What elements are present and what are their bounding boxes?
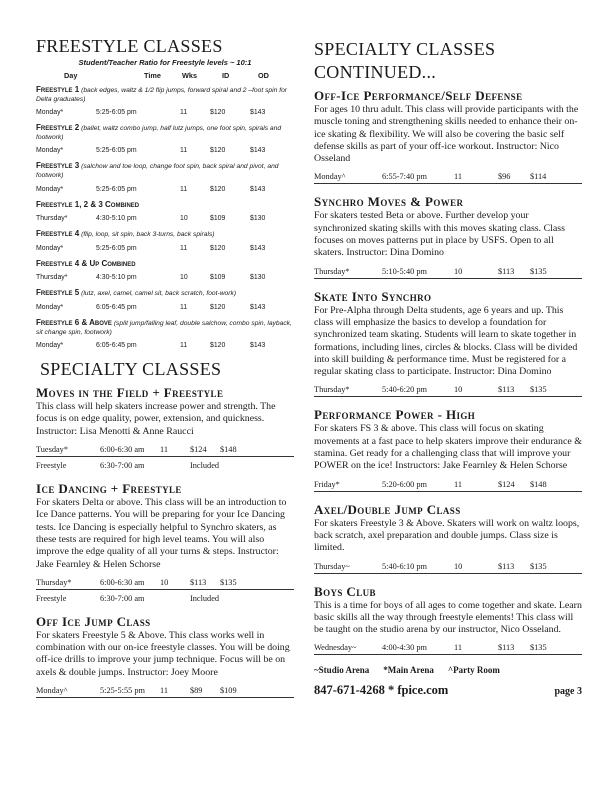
divider-line <box>314 278 582 279</box>
specialty-class-desc: For skaters tested Beta or above. Further develop your synchronized skating skills with this moves skating class. Class focuses on moves patterns put in place by USFS. Open to all skaters. Instructor: Dina Domino <box>314 210 565 259</box>
table-cell: $120 <box>210 109 226 117</box>
specialty-class-desc: This class will help skaters increase power and strength. The focus is on edge quality, power, extension, and quickness. Instructor: Lisa Menotti & Anne Raucci <box>36 401 276 437</box>
schedule-cell: Thursday~ <box>314 561 350 571</box>
freestyle-class-desc <box>36 260 294 270</box>
table-cell: $120 <box>210 244 226 252</box>
schedule-row <box>36 460 294 471</box>
table-cell: 5:25-6:05 pm <box>96 244 137 252</box>
freestyle-class-details: (ballet, waltz combo jump, half lutz jumps, one foot spin, spirals and footwork) <box>36 125 282 141</box>
schedule-cell: Thursday* <box>36 577 72 587</box>
freestyle-class-name: Freestyle 4 & Up Combined <box>36 258 136 268</box>
schedule-cell: Wednesday~ <box>314 643 357 653</box>
table-cell: Thursday* <box>36 215 68 223</box>
table-cell: $120 <box>210 147 226 155</box>
schedule-row <box>314 384 582 395</box>
freestyle-class-details: (flip, loop, sit spin, back 3-turns, back spirals) <box>81 231 215 239</box>
right-column <box>314 0 582 698</box>
freestyle-class-desc <box>36 230 294 240</box>
specialty-class <box>314 584 582 656</box>
freestyle-class-name: Freestyle 1, 2 & 3 Combined <box>36 199 140 209</box>
freestyle-class-desc <box>36 162 294 180</box>
specialty-class <box>314 88 582 184</box>
schedule-cell <box>220 593 250 604</box>
freestyle-class-desc <box>36 319 294 337</box>
table-cell: $143 <box>250 147 266 155</box>
specialty-class-desc: For skaters FS 3 & above. This class will focus on skating movements at a fast pace to help skaters improve their endurance & stamina. Get ready for a challenging class that will improve your POWER on the ice! Instructors: Jake Fearnley & Helen Schorse <box>314 423 582 472</box>
schedule-cell: $96 <box>498 172 511 182</box>
table-cell: $109 <box>210 274 226 282</box>
schedule-cell: 6:30-7:00 am <box>100 461 145 471</box>
schedule-cell: $135 <box>530 266 547 276</box>
schedule-cell: Thursday* <box>314 385 350 395</box>
divider-line <box>314 573 582 574</box>
table-row <box>36 147 294 154</box>
schedule-cell: $114 <box>530 172 547 182</box>
schedule-cell: $109 <box>220 685 237 695</box>
freestyle-ratio: Student/Teacher Ratio for Freestyle levels ~ 10:1 <box>78 58 252 67</box>
specialty-class-desc: For skaters Freestyle 5 & Above. This class works well in combination with our on-ice freestyle classes. You will be doing off-ice drills to improve your jump technique. Focus will be on axels & double jumps. Instructor: Joey Moore <box>36 629 290 678</box>
schedule-cell: $124 <box>190 445 207 455</box>
table-row <box>36 245 294 252</box>
specialty-class-title: Synchro Moves & Power <box>314 194 464 210</box>
schedule-cell: $113 <box>498 266 515 276</box>
schedule-cell: $135 <box>530 643 547 653</box>
freestyle-class-desc <box>36 201 294 211</box>
table-cell: 11 <box>180 303 188 311</box>
freestyle-table-header <box>36 71 294 80</box>
schedule-cell: 10 <box>454 266 463 276</box>
freestyle-class-name: Freestyle 6 & Above <box>36 317 112 327</box>
table-cell: $109 <box>210 215 226 223</box>
arena-legend <box>314 665 582 675</box>
schedule-cell: 11 <box>454 172 462 182</box>
freestyle-class-name: Freestyle 3 <box>36 161 80 171</box>
schedule-cell: 11 <box>454 643 462 653</box>
table-cell: Thursday* <box>36 274 68 282</box>
specialty-list-left <box>36 385 294 698</box>
footer-contact: 847-671-4268 * fpice.com <box>314 683 449 698</box>
schedule-cell: 5:10-5:40 pm <box>382 266 427 276</box>
page-number: page 3 <box>554 686 582 698</box>
col-od: OD <box>258 71 269 80</box>
table-row <box>36 274 294 281</box>
schedule-cell <box>220 460 250 471</box>
specialty-class-desc: For ages 10 thru adult. This class will provide participants with the muscle toning and strengthening skills needed to enhance their on-ice skating & flexibility. We will also be covering the basic self defense skills as part of your off-ice workout. Instructor: Nico Osseland <box>314 104 579 165</box>
specialty-class-title: Performance Power - High <box>314 407 476 423</box>
schedule-cell: Included <box>190 593 220 603</box>
schedule-cell: Freestyle <box>36 593 67 603</box>
schedule-cell <box>160 593 190 604</box>
schedule-cell <box>160 460 190 471</box>
divider-line <box>36 456 294 457</box>
divider-line <box>36 697 294 698</box>
specialty-list-right <box>314 88 582 655</box>
table-cell: 11 <box>180 185 188 193</box>
table-cell: 6:05-6:45 pm <box>96 303 137 311</box>
specialty-class-title: Ice Dancing + Freestyle <box>36 481 182 497</box>
freestyle-class-details: (back edges, waltz & 1/2 flip jumps, forward spiral and 2 –foot spin for Delta graduates) <box>36 87 288 103</box>
legend-party: ^Party Room <box>447 665 500 676</box>
freestyle-class-name: Freestyle 4 <box>36 229 80 239</box>
schedule-cell: $148 <box>530 479 547 489</box>
table-cell: $143 <box>250 303 266 311</box>
specialty-class-title: Moves in the Field + Freestyle <box>36 385 224 401</box>
freestyle-class-desc <box>36 124 294 142</box>
specialty-class-desc: For skaters Delta or above. This class will be an introduction to Ice Dance patterns. You will be preparing for your Ice Dancing tests. Ice Dancing is especially helpful to Synchro skaters, as these tests are required for high level teams. You will also improve the edge quality of all your turns & steps. Instructor: Jake Fearnley & Helen Schorse <box>36 497 287 570</box>
schedule-row <box>314 479 582 490</box>
specialty-class-title: Off-Ice Performance/Self Defense <box>314 88 523 103</box>
table-cell: 6:05-6:45 pm <box>96 342 137 350</box>
schedule-cell: Monday^ <box>314 172 346 182</box>
table-row <box>36 109 294 116</box>
footer <box>314 683 582 698</box>
schedule-row <box>314 642 582 653</box>
table-cell: $120 <box>210 185 226 193</box>
freestyle-class-name: Freestyle 1 <box>36 85 80 94</box>
freestyle-class-desc <box>36 289 294 299</box>
specialty-class-title: Skate Into Synchro <box>314 288 432 304</box>
table-cell: 11 <box>180 244 188 252</box>
schedule-cell: 5:40-6:20 pm <box>382 385 427 395</box>
table-cell: 10 <box>180 215 188 223</box>
table-cell: 11 <box>180 342 188 350</box>
schedule-cell: Freestyle <box>36 461 67 471</box>
schedule-row <box>36 593 294 604</box>
specialty-class-desc: For Pre-Alpha through Delta students, age 6 years and up. This class will emphasize the basics to develop a foundation for synchronized team skating. Students will learn to skate together in formations, including lines, circles & blocks. Class will be divided into skill building & performance time. Must be registered for a regular skating class to participate. Instructor: Dina Domino <box>314 304 578 378</box>
schedule-cell: 5:40-6:10 pm <box>382 561 427 571</box>
schedule-cell: 11 <box>160 445 168 455</box>
table-cell: 11 <box>180 109 188 117</box>
schedule-cell: Included <box>190 461 220 471</box>
table-cell: $143 <box>250 244 266 252</box>
schedule-cell: $113 <box>190 577 207 587</box>
specialty-class <box>314 502 582 574</box>
schedule-cell: 5:20-6:00 pm <box>382 479 427 489</box>
schedule-cell: 10 <box>160 577 169 587</box>
schedule-cell: 6:00-6:30 am <box>100 577 145 587</box>
specialty-class-title: Axel/Double Jump Class <box>314 501 461 517</box>
schedule-row <box>314 171 582 182</box>
schedule-cell: $113 <box>498 643 515 653</box>
schedule-cell: Friday* <box>314 479 340 489</box>
table-cell: 5:25-6:05 pm <box>96 185 137 193</box>
schedule-cell: Thursday* <box>314 266 350 276</box>
schedule-cell: 6:00-6:30 am <box>100 445 145 455</box>
specialty-continued-title-1: SPECIALTY CLASSES <box>314 39 496 59</box>
schedule-row <box>36 444 294 455</box>
table-cell: 5:25-6:05 pm <box>96 109 137 117</box>
specialty-class-title: Boys Club <box>314 583 376 599</box>
schedule-cell: Tuesday* <box>36 445 68 455</box>
schedule-cell: $148 <box>220 445 237 455</box>
specialty-class-desc: This is a time for boys of all ages to come together and skate. Learn basic skills all the way through freestyle elements! This class will be taught on the studio arena by our instructor, Nico Osseland. <box>314 599 582 636</box>
schedule-cell: 11 <box>160 685 168 695</box>
schedule-cell: 6:55-7:40 pm <box>382 172 427 182</box>
schedule-cell: 10 <box>454 561 463 571</box>
table-cell: $130 <box>250 274 266 282</box>
specialty-class <box>314 407 582 491</box>
divider-line <box>314 396 582 397</box>
table-cell: $120 <box>210 342 226 350</box>
schedule-cell: $135 <box>530 561 547 571</box>
table-cell: Monday* <box>36 244 64 252</box>
col-day: Day <box>64 71 78 80</box>
divider-line <box>314 183 582 184</box>
schedule-cell: $135 <box>220 577 237 587</box>
schedule-cell: 10 <box>454 385 463 395</box>
left-column <box>36 0 294 708</box>
table-row <box>36 304 294 311</box>
schedule-cell: 11 <box>454 479 462 489</box>
schedule-cell: $113 <box>498 385 515 395</box>
divider-line <box>36 589 294 590</box>
table-cell: 5:25-6:05 pm <box>96 147 137 155</box>
table-cell: 10 <box>180 274 188 282</box>
table-cell: $143 <box>250 342 266 350</box>
table-cell: Monday* <box>36 342 64 350</box>
specialty-class <box>36 385 294 471</box>
specialty-class-desc: For skaters Freestyle 3 & Above. Skaters will work on waltz loops, back scratch, axel preparation and double jumps. Class size is limited. <box>314 517 580 554</box>
schedule-row <box>314 561 582 572</box>
specialty-class <box>36 481 294 604</box>
specialty-class <box>314 194 582 278</box>
table-cell: 4:30-5:10 pm <box>96 274 137 282</box>
table-cell: $143 <box>250 185 266 193</box>
schedule-row <box>36 577 294 588</box>
freestyle-title: FREESTYLE CLASSES <box>36 36 223 56</box>
schedule-cell: 4:00-4:30 pm <box>382 643 427 653</box>
table-cell: Monday* <box>36 303 64 311</box>
schedule-cell: 6:30-7:00 am <box>100 593 145 603</box>
table-cell: Monday* <box>36 109 64 117</box>
table-row <box>36 186 294 193</box>
schedule-cell: $113 <box>498 561 515 571</box>
table-cell: 11 <box>180 147 188 155</box>
table-cell: $143 <box>250 109 266 117</box>
specialty-class <box>36 614 294 698</box>
col-time: Time <box>144 71 161 80</box>
divider-line <box>314 654 582 655</box>
freestyle-class-name: Freestyle 2 <box>36 123 80 133</box>
table-cell: $130 <box>250 215 266 223</box>
specialty-continued-title-2: CONTINUED... <box>314 62 437 82</box>
freestyle-class-name: Freestyle 5 <box>36 288 80 298</box>
specialty-class <box>314 289 582 398</box>
schedule-cell: $135 <box>530 385 547 395</box>
freestyle-class-details: (lutz, axel, camel, camel sit, back scratch, foot-work) <box>81 290 237 298</box>
col-wks: Wks <box>182 71 198 80</box>
schedule-row <box>36 685 294 696</box>
freestyle-class-list <box>36 86 294 349</box>
specialty-title: SPECIALTY CLASSES <box>40 359 222 380</box>
table-cell: $120 <box>210 303 226 311</box>
freestyle-class-details: (salchow and toe loop, change foot spin, back spiral and pivot, and footwork) <box>36 163 279 179</box>
schedule-cell: Monday^ <box>36 685 68 695</box>
schedule-cell: $89 <box>190 685 203 695</box>
table-cell: Monday* <box>36 147 64 155</box>
schedule-cell: 5:25-5:55 pm <box>100 685 145 695</box>
table-row <box>36 215 294 222</box>
schedule-row <box>314 266 582 277</box>
table-cell: Monday* <box>36 185 64 193</box>
table-row <box>36 342 294 349</box>
legend-studio: ~Studio Arena <box>314 665 370 676</box>
col-id: ID <box>222 71 230 80</box>
freestyle-class-desc <box>36 86 294 104</box>
table-cell: 4:30-5:10 pm <box>96 215 137 223</box>
freestyle-class-details: (split jump/falling leaf, double salchow, combo spin, layback, sit change spin, footwork) <box>36 319 292 336</box>
schedule-cell: $124 <box>498 479 515 489</box>
legend-main: *Main Arena <box>383 665 434 676</box>
divider-line <box>314 491 582 492</box>
specialty-class-title: Off Ice Jump Class <box>36 613 151 629</box>
